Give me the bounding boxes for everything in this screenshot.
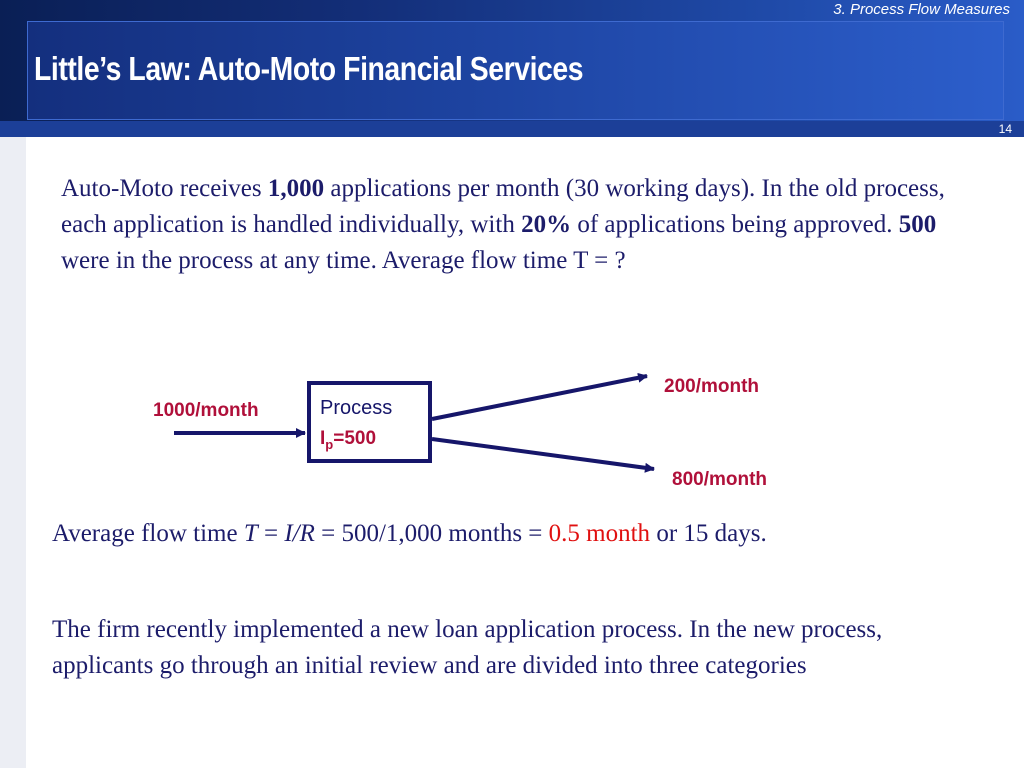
intro-text-2: applications per month (30 working days). In the old process, each application is handled individually, with — [61, 175, 945, 238]
result-equals-2: = 500/1,000 months = — [314, 520, 549, 547]
section-label: 3. Process Flow Measures — [833, 1, 1010, 18]
intro-inventory-count: 500 — [898, 211, 937, 238]
inventory-value: =500 — [333, 428, 377, 449]
result-formula: I/R — [284, 520, 315, 547]
approved-output-arrow — [432, 376, 647, 419]
closing-paragraph: The firm recently implemented a new loan application process. In the new process, applicants go through an initial review and are divided into three categories — [52, 616, 883, 679]
input-rate-label: 1000/month — [153, 400, 259, 421]
result-text-2: or 15 days. — [650, 520, 767, 547]
result-paragraph — [52, 516, 972, 552]
result-highlight: 0.5 month — [548, 520, 651, 547]
result-equals-1: = — [257, 520, 285, 547]
page-number: 14 — [998, 122, 1012, 136]
process-label: Process — [320, 397, 393, 419]
rejected-output-arrow — [432, 439, 654, 469]
intro-applications-count: 1,000 — [267, 175, 325, 202]
intro-text-3: of applications being approved. — [571, 211, 899, 238]
rejected-rate-label: 800/month — [672, 469, 768, 490]
inventory-symbol: I — [320, 428, 326, 449]
approved-rate-label: 200/month — [664, 376, 760, 397]
slide-title: Little’s Law: Auto-Moto Financial Services — [34, 50, 584, 87]
inventory-subscript: p — [325, 437, 334, 452]
intro-text-4: were in the process at any time. Average flow time T = ? — [61, 247, 626, 274]
intro-text-1: Auto-Moto receives — [61, 175, 268, 202]
result-text-1: Average flow time — [52, 520, 244, 547]
intro-approval-rate: 20% — [521, 211, 572, 238]
result-T-symbol: T — [243, 520, 258, 547]
